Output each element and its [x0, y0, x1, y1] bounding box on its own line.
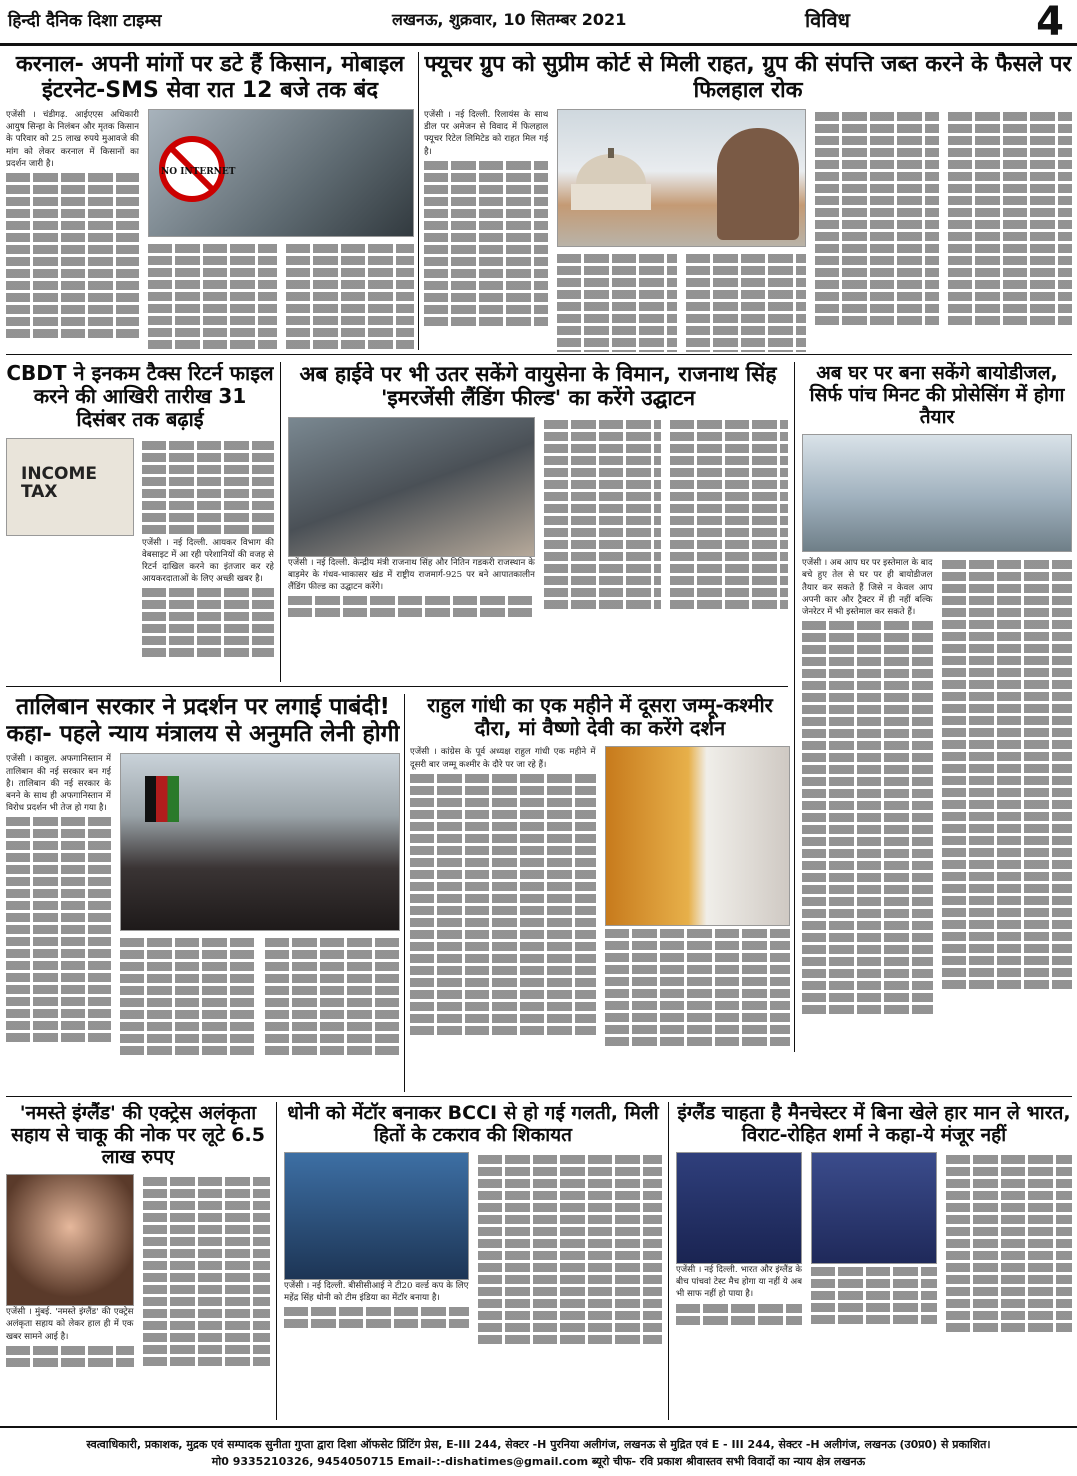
photo-alankrita-sahai [6, 1174, 134, 1306]
headline-england: इंग्लैंड चाहता है मैनचेस्टर में बिना खेले हार मान ले भारत, विराट-रोहित शर्मा ने कहा-ये मंजूर नहीं [677, 1102, 1071, 1147]
story-england [676, 1102, 1072, 1420]
headline-actress: 'नमस्ते इंग्लैंड' की एक्ट्रेस अलंकृता सहाय से चाकू की नोक पर लूटे 6.5 लाख रुपए [11, 1102, 265, 1169]
headline-karnal: करनाल- अपनी मांगों पर डटे हैं किसान, मोबाइल इंटरनेट-SMS सेवा रात 12 बजे तक बंद [15, 52, 405, 103]
lead-dhoni: एजेंसी । नई दिल्ली. बीसीसीआई ने टी20 वर्ल्ड कप के लिए महेंद्र सिंह धोनी को टीम इंडिया का मेंटॉर बनाया है। [284, 1281, 469, 1304]
headline-iaf: अब हाईवे पर भी उतर सकेंगे वायुसेना के विमान, राजनाथ सिंह 'इमरजेंसी लैंडिंग फील्ड' का करेंगे उद्घाटन [299, 362, 777, 411]
masthead [0, 0, 1077, 46]
story-future-group [424, 52, 1072, 352]
photo-biodiesel-machine [802, 434, 1072, 552]
imprint-line-1: स्वत्वाधिकारी, प्रकाशक, मुद्रक एवं सम्पादक सुनीता गुप्ता द्वारा दिशा ऑफसेट प्रिंटिंग प्रेस, E-III 244, सेक्टर -H पुरनिया अलीगंज, लखनऊ से मुद्रित एवं E - III 244, सेक्टर -H अलीगंज, लखनऊ (उ0प्र0) से प्रकाशित। [86, 1438, 991, 1451]
lead-rahul: एजेंसी । कांग्रेस के पूर्व अध्यक्ष राहुल गांधी एक महीने में दूसरी बार जम्मू कश्मीर के दौरे पर जा रहे हैं। [410, 747, 596, 770]
photo-income-tax [6, 438, 134, 536]
story-dhoni [284, 1102, 662, 1420]
no-internet-label: NO INTERNET [161, 167, 236, 178]
headline-rahul: राहुल गांधी का एक महीने में दूसरा जम्मू-कश्मीर दौरा, मां वैष्णो देवी का करेंगे दर्शन [427, 694, 773, 741]
story-iaf-highway [288, 362, 788, 684]
imprint-line-2: मो0 9335210326, 9454050715 Email-:-dishatimes@gmail.com ब्यूरो चीफ- रवि प्रकाश श्रीवास्तव सभी विवादों का न्याय क्षेत्र लखनऊ [211, 1455, 866, 1469]
story-rahul-gandhi [410, 694, 790, 1094]
story-cbdt [6, 362, 274, 684]
body-karnal-col1 [6, 109, 139, 352]
photo-supreme-court [557, 109, 805, 247]
lead-actress: एजेंसी । मुंबई. 'नमस्ते इंग्लैंड' की एक्ट्रेस अलंकृता सहाय को लेकर हाल ही में एक खबर सामने आई है। [6, 1307, 134, 1342]
paper-name: हिन्दी दैनिक दिशा टाइम्स [8, 11, 162, 31]
headline-biodiesel: अब घर पर बना सकेंगे बायोडीजल, सिर्फ पांच मिनट की प्रोसेसिंग में होगा तैयार [809, 362, 1065, 429]
headline-cbdt: CBDT ने इनकम टैक्स रिटर्न फाइल करने की आखिरी तारीख 31 दिसंबर तक बढ़ाई [6, 362, 274, 432]
imprint-footer [0, 1426, 1077, 1476]
photo-karnal-farmers [148, 109, 414, 237]
headline-future: फ्यूचर ग्रुप को सुप्रीम कोर्ट से मिली राहत, ग्रुप की संपत्ति जब्त करने के फैसले पर फिलहाल रोक [424, 52, 1072, 103]
lead-biodiesel: एजेंसी । अब आप घर पर इस्तेमाल के बाद बचे हुए तेल से घर पर ही बायोडीजल तैयार कर सकते हैं जिसे न केवल आप अपनी कार और ट्रैक्टर में ही नहीं बल्कि जेनरेटर में भी इस्तेमाल कर सकते हैं। [802, 558, 933, 617]
photo-ms-dhoni [284, 1152, 469, 1280]
court-building-icon [566, 144, 656, 214]
income-tax-label: INCOME TAX [21, 463, 98, 503]
photo-aircraft-cabin [288, 417, 535, 557]
story-biodiesel [802, 362, 1072, 1052]
lead-karnal: एजेंसी । चंडीगढ़. आईएएस अधिकारी आयुष सिन्हा के निलंबन और मृतक किसान के परिवार को 25 लाख रुपये मुआवजे की मांग को लेकर करनाल में किसानों का प्रदर्शन जारी है। [6, 110, 139, 169]
photo-future-person [717, 128, 799, 240]
story-taliban [6, 694, 400, 1094]
lead-england: एजेंसी । नई दिल्ली. भारत और इंग्लैंड के बीच पांचवां टेस्ट मैच होगा या नहीं ये अब भी साफ नहीं हो पाया है। [676, 1265, 802, 1300]
photo-vaishno-devi-rahul [605, 746, 791, 926]
section-title: विविध [805, 8, 850, 32]
story-karnal [6, 52, 414, 352]
lead-iaf: एजेंसी । नई दिल्ली. केन्द्रीय मंत्री राजनाथ सिंह और नितिन गडकरी राजस्थान के बाड़मेर के गंधव-भाकासर खंड में राष्ट्रीय राजमार्ग-925 पर बने आपातकालीन लैंडिंग फील्ड का उद्घाटन करेंगे। [288, 557, 535, 593]
dateline: लखनऊ, शुक्रवार, 10 सितम्बर 2021 [392, 10, 627, 29]
lead-taliban: एजेंसी । काबुल. अफगानिस्तान में तालिबान की नई सरकार बन गई है। तालिबान की नई सरकार के बनने के साथ ही अफगानिस्तान में विरोध प्रदर्शन भी तेज हो गया है। [6, 754, 111, 814]
story-actress [6, 1102, 270, 1420]
page-number: 4 [1036, 0, 1064, 45]
afghan-flag-icon [145, 776, 179, 822]
photo-rohit-sharma [676, 1152, 802, 1264]
headline-taliban: तालिबान सरकार ने प्रदर्शन पर लगाई पाबंदी! कहा- पहले न्याय मंत्रालय से अनुमति लेनी होगी [6, 694, 400, 747]
photo-virat-kohli [811, 1152, 937, 1264]
headline-dhoni: धोनी को मेंटॉर बनाकर BCCI से हो गई गलती, मिली हितों के टकराव की शिकायत [287, 1102, 659, 1147]
lead-future: एजेंसी । नई दिल्ली. रिलायंस के साथ डील पर अमेजन से विवाद में फिलहाल फ्यूचर रिटेल लिमिटेड को राहत मिल गई है। [424, 110, 549, 157]
lead-cbdt: एजेंसी । नई दिल्ली. आयकर विभाग की वेबसाइट में आ रही परेशानियों की वजह से रिटर्न दाखिल करने का इंतजार कर रहे आयकरदाताओं के लिए अच्छी खबर है। [142, 537, 274, 585]
photo-protest-kabul [120, 753, 400, 931]
